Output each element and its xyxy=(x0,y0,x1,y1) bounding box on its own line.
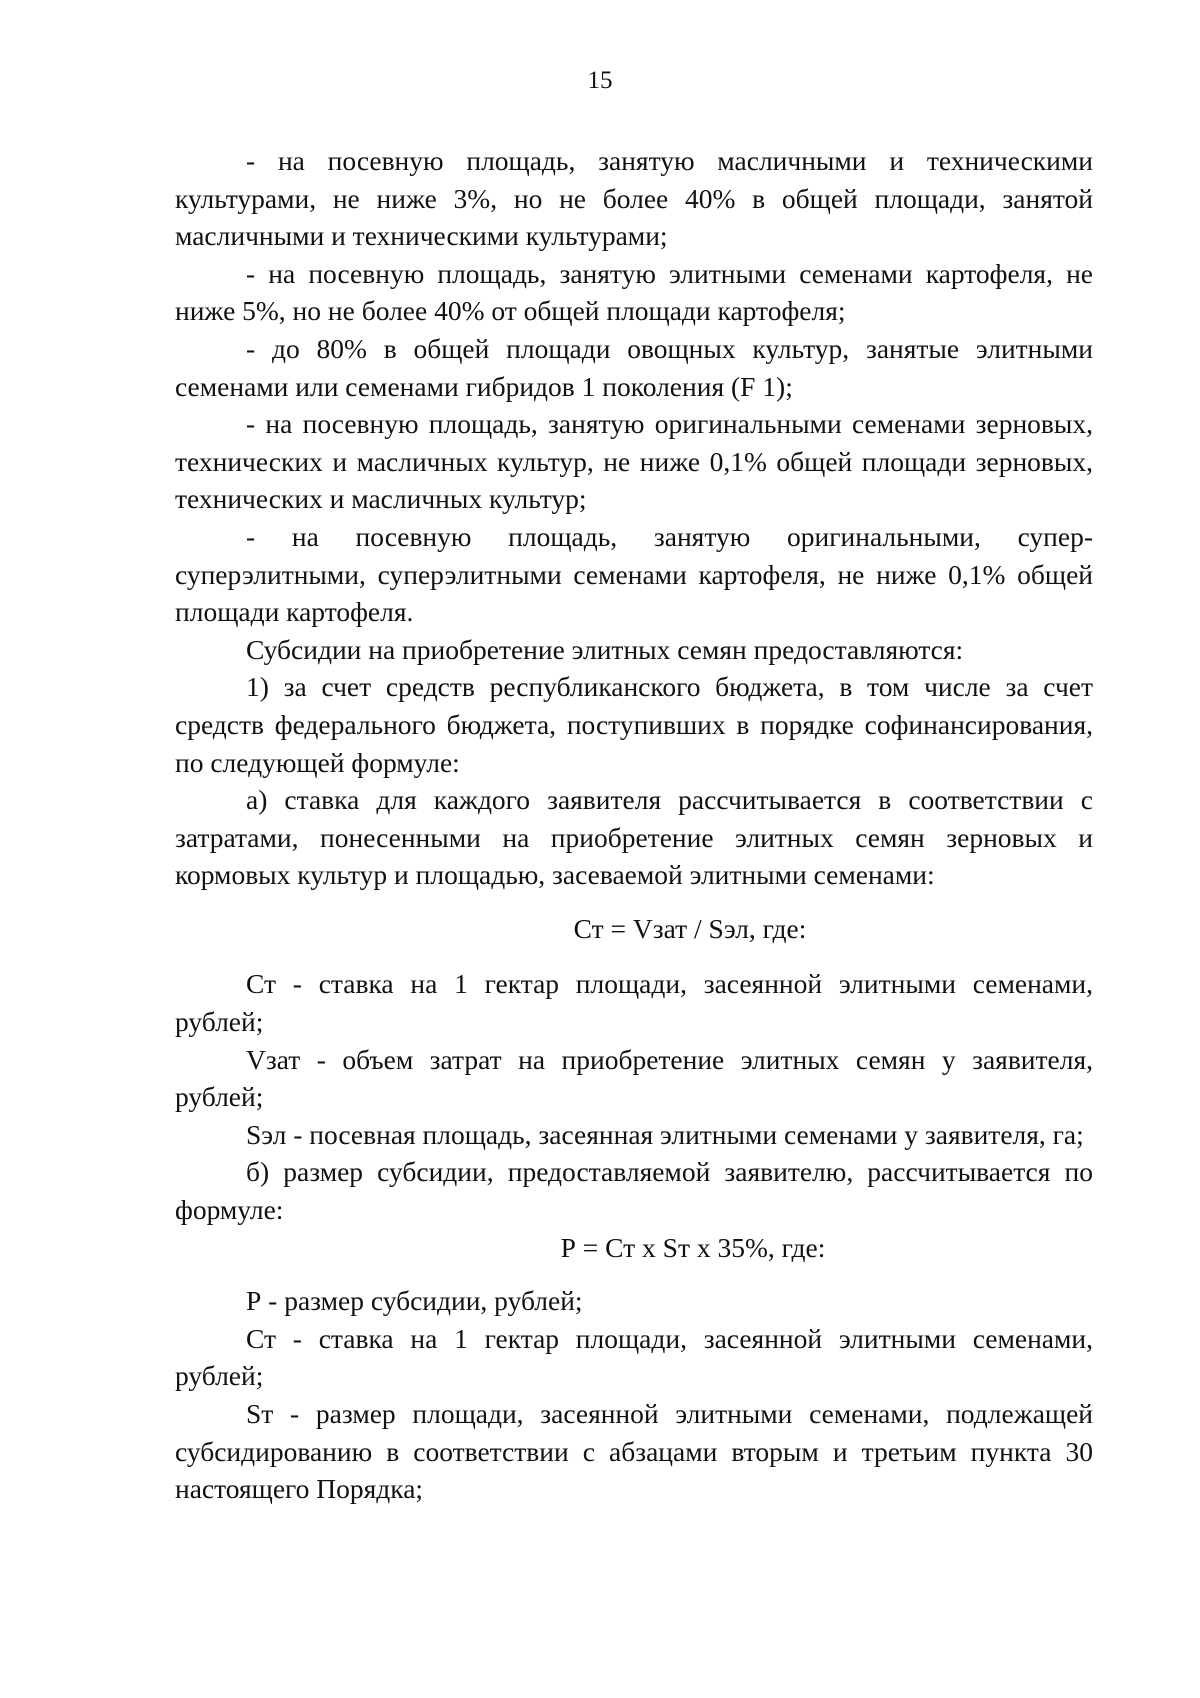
paragraph-rate-calculation: а) ставка для каждого заявителя рассчитывается в соответствии с затратами, понесенными на приобретение элитных семян зерновых и кормовых культур и площадью, засеваемой элитными семенами: xyxy=(175,784,1093,891)
definition-subsidized-area: Sт - размер площади, засеянной элитными семенами, подлежащей субсидированию в соответствии с абзацами вторым и третьим пункта 30 настоящего Порядка; xyxy=(175,1398,1093,1505)
paragraph-original-seeds-grain: - на посевную площадь, занятую оригинальными семенами зерновых, технических и масличных культур, не ниже 0,1% общей площади зерновых, технических и масличных культур; xyxy=(175,408,1093,515)
paragraph-republican-budget: 1) за счет средств республиканского бюджета, в том числе за счет средств федерального бюджета, поступивших в порядке софинансирования, по следующей формуле: xyxy=(175,671,1093,778)
definition-rate-repeat: Ст - ставка на 1 гектар площади, засеянной элитными семенами, рублей; xyxy=(175,1322,1093,1392)
document-body xyxy=(175,142,1093,1508)
definition-subsidy: Р - размер субсидии, рублей; xyxy=(246,1285,583,1317)
paragraph-subsidy-size: б) размер субсидии, предоставляемой заявителю, рассчитывается по формуле: xyxy=(175,1156,1093,1226)
paragraph-original-seeds-potato: - на посевную площадь, занятую оригинальными, супер-суперэлитными, суперэлитными семенами картофеля, не ниже 0,1% общей площади картофеля. xyxy=(175,520,1093,628)
paragraph-oilseed-technical-crops: - на посевную площадь, занятую масличными и техническими культурами, не ниже 3%, но не более 40% в общей площади, занятой масличными и техническими культурами; xyxy=(175,145,1093,252)
paragraph-subsidies-intro: Субсидии на приобретение элитных семян предоставляются: xyxy=(246,633,964,665)
paragraph-vegetable-crops: - до 80% в общей площади овощных культур, занятые элитными семенами или семенами гибридов 1 поколения (F 1); xyxy=(175,332,1093,402)
formula-subsidy: Р = Ст х Sт х 35%, где: xyxy=(560,1231,826,1263)
page-number: 15 xyxy=(587,67,613,94)
definition-rate: Ст - ставка на 1 гектар площади, засеянной элитными семенами, рублей; xyxy=(175,968,1093,1038)
definition-cost-volume: Vзат - объем затрат на приобретение элитных семян у заявителя, рублей; xyxy=(175,1043,1093,1113)
formula-rate: Ст = Vзат / Sэл, где: xyxy=(573,912,807,944)
definition-sown-area: Sэл - посевная площадь, засеянная элитными семенами у заявителя, га; xyxy=(246,1118,1084,1150)
paragraph-potato-elite-seeds: - на посевную площадь, занятую элитными семенами картофеля, не ниже 5%, но не более 40% от общей площади картофеля; xyxy=(175,257,1093,327)
